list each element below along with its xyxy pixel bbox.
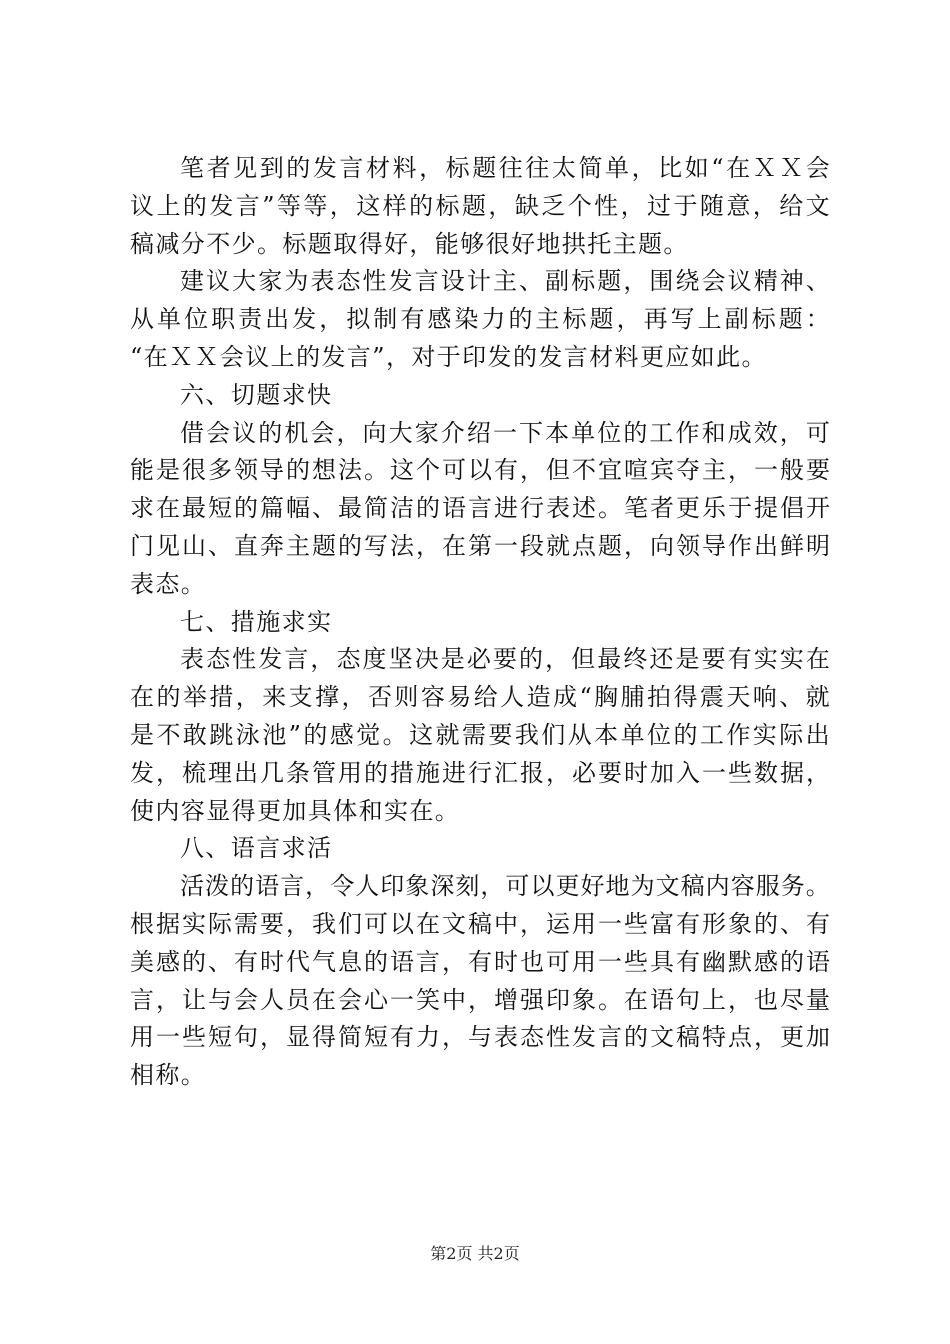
text-line: 在 的 举 措 ， 来 支 撑 ， 否 则 容 易 给 人 造 成 “ 胸 脯 拍 得 震 天 响 、 就 (130, 683, 830, 712)
page-footer: 第2页 共2页 (430, 1244, 520, 1263)
text-line: 求 在 最 短 的 篇 幅 、 最 简 洁 的 语 言 进 行 表 述 。 笔 者 更 乐 于 提 倡 开 (130, 494, 830, 523)
text-line: 议 上 的 发 言 ” 等 等 ， 这 样 的 标 题 ， 缺 乏 个 性 ， 过 于 随 意 ， 给 文 (130, 191, 830, 220)
section-heading: 七、措施求实 (180, 607, 333, 636)
text-line: 根 据 实 际 需 要 ， 我 们 可 以 在 文 稿 中 ， 运 用 一 些 富 有 形 象 的 、 有 (130, 909, 830, 938)
document-body (130, 150, 830, 1095)
section-heading: 八、语言求活 (180, 834, 333, 863)
text-line: 使内容显得更加具体和实在。 (130, 796, 461, 825)
text-line: 发 ， 梳 理 出 几 条 管 用 的 措 施 进 行 汇 报 ， 必 要 时 加 入 一 些 数 据 ， (130, 758, 830, 787)
text-line: 表 态 性 发 言 ， 态 度 坚 决 是 必 要 的 ， 但 最 终 还 是 要 有 实 实 在 (180, 645, 830, 674)
text-line: 言 ， 让 与 会 人 员 在 会 心 一 笑 中 ， 增 强 印 象 。 在 语 句 上 ， 也 尽 量 (130, 985, 830, 1014)
text-line: 是 不 敢 跳 泳 池 ” 的 感 觉 。 这 就 需 要 我 们 从 本 单 位 的 工 作 实 际 出 (130, 720, 830, 749)
text-line: 能 是 很 多 领 导 的 想 法 。 这 个 可 以 有 ， 但 不 宜 喧 宾 夺 主 ， 一 般 要 (130, 456, 830, 485)
text-line: 相称。 (130, 1061, 207, 1090)
text-line: 笔 者 见 到 的 发 言 材 料 ， 标 题 往 往 太 简 单 ， 比 如 “ 在 Ｘ Ｘ 会 (180, 154, 830, 182)
text-line: 从 单 位 职 责 出 发 ， 拟 制 有 感 染 力 的 主 标 题 ， 再 写 上 副 标 题 ： (130, 305, 830, 334)
text-line: 活 泼 的 语 言 ， 令 人 印 象 深 刻 ， 可 以 更 好 地 为 文 稿 内 容 服 务 。 (180, 872, 830, 901)
text-line: 用 一 些 短 句 ， 显 得 简 短 有 力 ， 与 表 态 性 发 言 的 文 稿 特 点 ， 更 加 (130, 1023, 830, 1052)
text-line: 稿减分不少。标题取得好，能够很好地拱托主题。 (130, 229, 689, 258)
section-heading: 六、切题求快 (180, 380, 333, 409)
text-line: 门 见 山 、 直 奔 主 题 的 写 法 ， 在 第 一 段 就 点 题 ， 向 领 导 作 出 鲜 明 (130, 531, 830, 560)
text-line: 建 议 大 家 为 表 态 性 发 言 设 计 主 、 副 标 题 ， 围 绕 会 议 精 神 、 (180, 267, 830, 296)
text-line: 借 会 议 的 机 会 ， 向 大 家 介 绍 一 下 本 单 位 的 工 作 和 成 效 ， 可 (180, 418, 830, 447)
text-line: “在ＸＸ会议上的发言”，对于印发的发言材料更应如此。 (130, 342, 767, 371)
text-line: 表态。 (130, 569, 207, 598)
text-line: 美 感 的 、 有 时 代 气 息 的 语 言 ， 有 时 也 可 用 一 些 具 有 幽 默 感 的 语 (130, 947, 830, 976)
